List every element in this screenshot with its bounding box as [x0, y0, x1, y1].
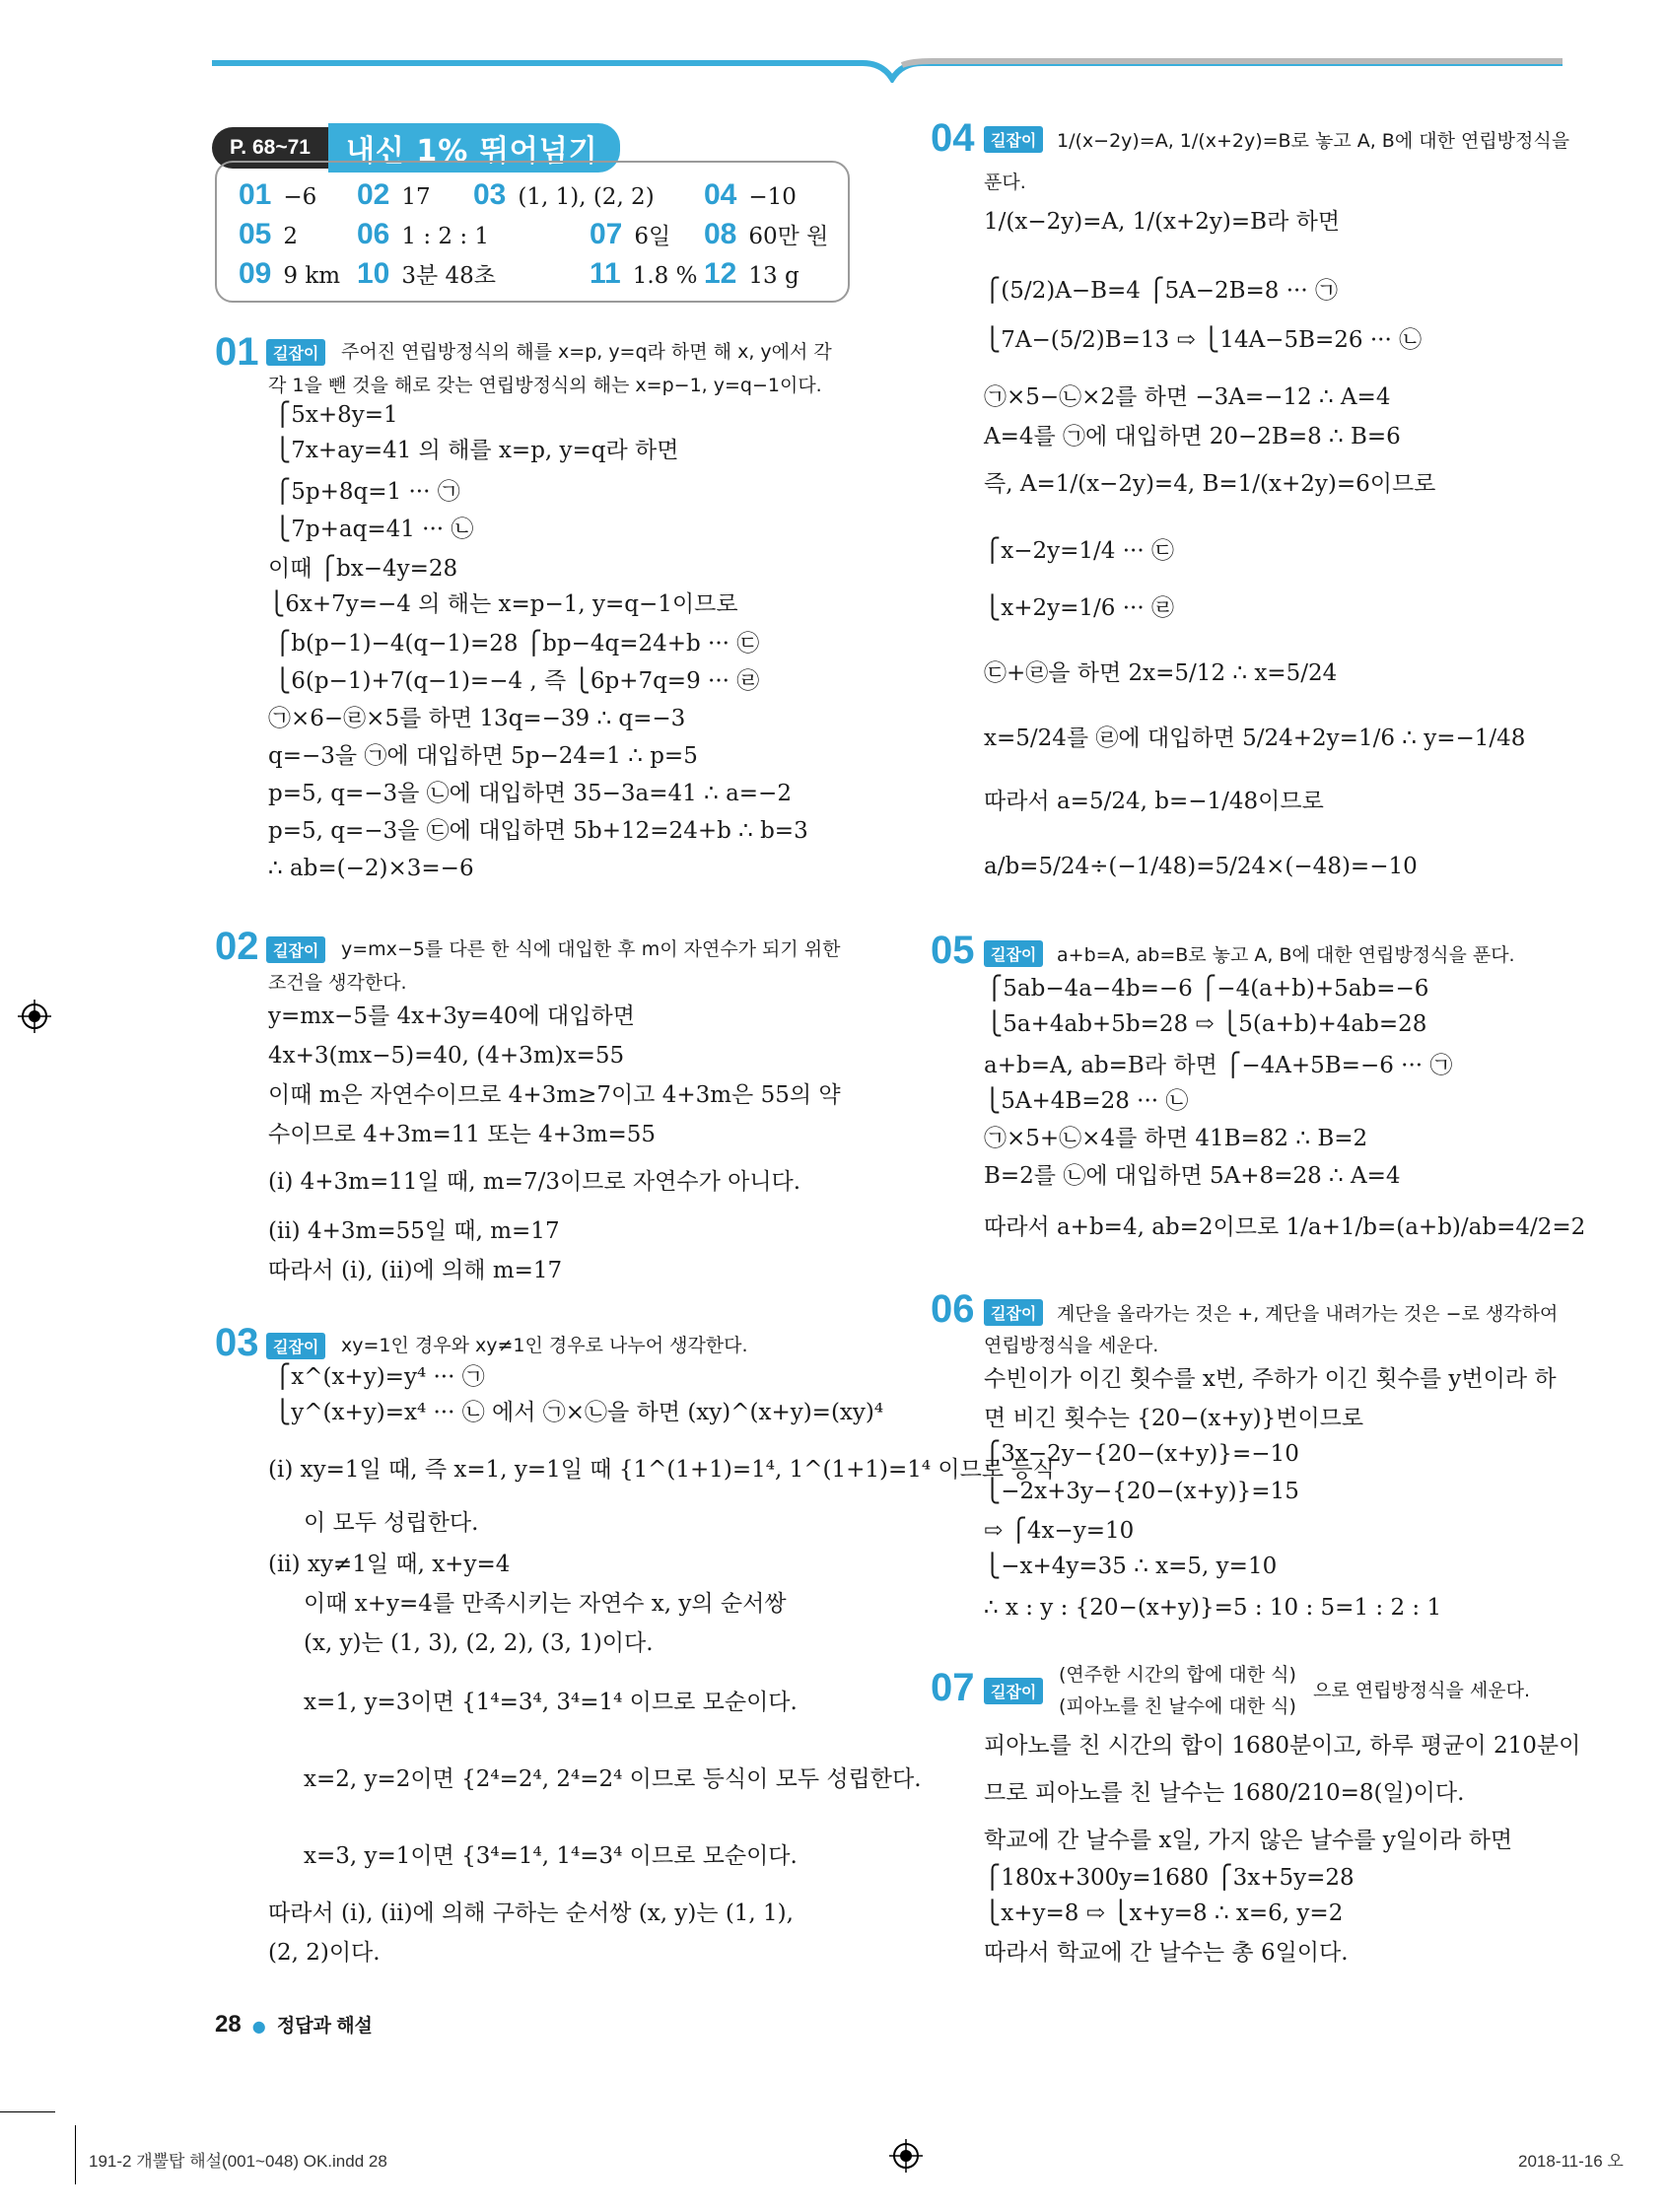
bullet-icon: ●	[251, 2017, 266, 2036]
hint-tag: 길잡이	[984, 1299, 1043, 1326]
header-decoration	[212, 57, 1563, 83]
solution-line: (ii) xy≠1일 때, x+y=4	[268, 1552, 511, 1577]
solution-line: a+b=A, ab=B라 하면 ⎧−4A+5B=−6 ··· ㉠	[984, 1053, 1453, 1078]
hint-text: a+b=A, ab=B로 놓고 A, B에 대한 연립방정식을 푼다.	[1057, 944, 1515, 966]
answer-item: 10 3분 48초	[357, 257, 497, 290]
solution-line: A=4를 ㉠에 대입하면 20−2B=8 ∴ B=6	[984, 424, 1401, 449]
hint-text: (피아노를 친 날수에 대한 식)	[1059, 1695, 1296, 1717]
page-footer	[215, 2011, 373, 2039]
answer-item: 05 2	[239, 218, 299, 250]
solution-line: ⎩y^(x+y)=x⁴ ··· ㉡ 에서 ㉠×㉡을 하면 (xy)^(x+y)=(xy)⁴	[274, 1400, 884, 1425]
hint-tag: 길잡이	[984, 126, 1043, 153]
hint-text: 조건을 생각한다.	[268, 972, 407, 994]
solution-line: 수이므로 4+3m=11 또는 4+3m=55	[268, 1122, 657, 1147]
solution-line: ⎧x^(x+y)=y⁴ ··· ㉠	[274, 1364, 485, 1390]
solution-line: ⎩7x+ay=41 의 해를 x=p, y=q라 하면	[274, 438, 679, 463]
solution-line: x=2, y=2이면 {2⁴=2⁴, 2⁴=2⁴ 이므로 등식이 모두 성립한다.	[304, 1766, 922, 1792]
solution-line: 즉, A=1/(x−2y)=4, B=1/(x+2y)=6이므로	[984, 471, 1436, 497]
page-number: 28	[215, 2011, 242, 2038]
hint-tag: 길잡이	[984, 1678, 1043, 1704]
solution-line: ⎩5a+4ab+5b=28 ⇨ ⎩5(a+b)+4ab=28	[986, 1011, 1427, 1037]
solution-line: p=5, q=−3을 ㉡에 대입하면 35−3a=41 ∴ a=−2	[268, 781, 792, 806]
solution-line: (2, 2)이다.	[268, 1940, 381, 1966]
solution-line: ⎩x+y=8 ⇨ ⎩x+y=8 ∴ x=6, y=2	[984, 1901, 1344, 1926]
question-number: 05	[931, 929, 975, 972]
answer-item: 04 −10	[704, 178, 797, 211]
answer-summary-box	[215, 161, 850, 303]
registration-mark-icon	[18, 1000, 51, 1033]
solution-line: ⎩6x+7y=−4 의 해는 x=p−1, y=q−1이므로	[268, 591, 738, 617]
solution-line: ⎧b(p−1)−4(q−1)=28 ⎧bp−4q=24+b ··· ㉢	[274, 631, 760, 657]
solution-line: 따라서 a=5/24, b=−1/48이므로	[984, 789, 1324, 814]
solution-line: ⎩x+2y=1/6 ··· ㉣	[984, 595, 1174, 621]
solution-line: a/b=5/24÷(−1/48)=5/24×(−48)=−10	[984, 854, 1418, 879]
hint-text: 푼다.	[984, 172, 1026, 193]
solution-line: ⎧(5/2)A−B=4 ⎧5A−2B=8 ··· ㉠	[984, 278, 1338, 304]
hint-text: 각 1을 뺀 것을 해로 갖는 연립방정식의 해는 x=p−1, y=q−1이다.	[268, 375, 822, 396]
solution-line: 따라서 a+b=4, ab=2이므로 1/a+1/b=(a+b)/ab=4/2=2	[984, 1214, 1586, 1240]
solution-line: 면 비긴 횟수는 {20−(x+y)}번이므로	[984, 1406, 1364, 1431]
question-number: 02	[215, 925, 259, 968]
hint-text: y=mx−5를 다른 한 식에 대입한 후 m이 자연수가 되기 위한	[341, 938, 841, 960]
question-number: 03	[215, 1321, 259, 1364]
hint-text: 계단을 올라가는 것은 +, 계단을 내려가는 것은 −로 생각하여	[1057, 1303, 1559, 1325]
hint-tag: 길잡이	[266, 936, 325, 963]
solution-line: ⎧x−2y=1/4 ··· ㉢	[984, 538, 1174, 564]
answer-item: 06 1 : 2 : 1	[357, 218, 490, 250]
solution-line: (i) 4+3m=11일 때, m=7/3이므로 자연수가 아니다.	[268, 1169, 801, 1195]
slug-date: 2018-11-16 오	[1518, 2152, 1624, 2171]
answer-item: 12 13 g	[704, 257, 799, 290]
solution-line: q=−3을 ㉠에 대입하면 5p−24=1 ∴ p=5	[268, 743, 698, 769]
hint-tag: 길잡이	[266, 1333, 325, 1359]
solution-line: ∴ x : y : {20−(x+y)}=5 : 10 : 5=1 : 2 : 1	[984, 1595, 1442, 1621]
solution-line: 학교에 간 날수를 x일, 가지 않은 날수를 y일이라 하면	[984, 1828, 1513, 1853]
section-title: 내신 1% 뛰어넘기	[328, 123, 620, 173]
solution-line: p=5, q=−3을 ㉢에 대입하면 5b+12=24+b ∴ b=3	[268, 818, 808, 844]
hint-text: xy=1인 경우와 xy≠1인 경우로 나누어 생각한다.	[341, 1335, 748, 1356]
solution-line: ㉢+㉣을 하면 2x=5/12 ∴ x=5/24	[984, 660, 1338, 686]
answer-item: 09 9 km	[239, 257, 341, 290]
solution-line: 이때 ⎧bx−4y=28	[268, 556, 458, 582]
solution-line: x=3, y=1이면 {3⁴=1⁴, 1⁴=3⁴ 이므로 모순이다.	[304, 1843, 798, 1869]
crop-mark	[0, 2111, 55, 2112]
question-number: 07	[931, 1666, 975, 1709]
solution-line: 이때 x+y=4를 만족시키는 자연수 x, y의 순서쌍	[304, 1591, 787, 1617]
solution-line: 4x+3(mx−5)=40, (4+3m)x=55	[268, 1043, 625, 1069]
answer-item: 11 1.8 %	[590, 257, 698, 290]
solution-line: (i) xy=1일 때, 즉 x=1, y=1일 때 {1^(1+1)=1⁴, 1^(1+1)=1⁴ 이므로 등식	[268, 1457, 1055, 1483]
hint-tag: 길잡이	[984, 940, 1043, 967]
crop-mark	[75, 2125, 76, 2184]
hint-text: 주어진 연립방정식의 해를 x=p, y=q라 하면 해 x, y에서 각	[341, 341, 832, 363]
answer-item: 02 17	[357, 178, 431, 211]
solution-line: ∴ ab=(−2)×3=−6	[268, 856, 474, 881]
solution-line: y=mx−5를 4x+3y=40에 대입하면	[268, 1003, 635, 1029]
page-range: P. 68~71	[212, 127, 328, 169]
solution-line: 수빈이가 이긴 횟수를 x번, 주하가 이긴 횟수를 y번이라 하	[984, 1366, 1557, 1392]
solution-line: B=2를 ㉡에 대입하면 5A+8=28 ∴ A=4	[984, 1163, 1401, 1189]
registration-mark-icon	[889, 2139, 923, 2173]
solution-line: x=1, y=3이면 {1⁴=3⁴, 3⁴=1⁴ 이므로 모순이다.	[304, 1690, 798, 1715]
solution-line: 따라서 (i), (ii)에 의해 구하는 순서쌍 (x, y)는 (1, 1),	[268, 1901, 794, 1926]
answer-item: 07 6일	[590, 218, 671, 250]
slug-file-info: 191-2 개뿔탑 해설(001~048) OK.indd 28	[89, 2152, 387, 2171]
answer-item: 08 60만 원	[704, 218, 829, 250]
solution-line: ㉠×5−㉡×2를 하면 −3A=−12 ∴ A=4	[984, 384, 1391, 410]
answer-item: 03 (1, 1), (2, 2)	[473, 178, 655, 211]
solution-line: x=5/24를 ㉣에 대입하면 5/24+2y=1/6 ∴ y=−1/48	[984, 726, 1526, 751]
hint-text: 연립방정식을 세운다.	[984, 1335, 1159, 1356]
hint-text: (연주한 시간의 합에 대한 식)	[1059, 1664, 1296, 1686]
solution-line: ⎩7A−(5/2)B=13 ⇨ ⎩14A−5B=26 ··· ㉡	[984, 327, 1423, 353]
hint-tag: 길잡이	[266, 339, 325, 366]
footer-section: 정답과 해설	[276, 2016, 373, 2037]
solution-line: 따라서 학교에 간 날수는 총 6일이다.	[984, 1940, 1349, 1966]
solution-line: ⎩7p+aq=41 ··· ㉡	[274, 517, 474, 542]
solution-line: (ii) 4+3m=55일 때, m=17	[268, 1218, 560, 1244]
solution-line: ⎧5x+8y=1	[274, 402, 398, 428]
question-number: 06	[931, 1287, 975, 1331]
solution-line: ⎧3x−2y−{20−(x+y)}=−10	[984, 1441, 1299, 1467]
solution-line: 따라서 (i), (ii)에 의해 m=17	[268, 1258, 563, 1283]
solution-line: 피아노를 친 시간의 합이 1680분이고, 하루 평균이 210분이	[984, 1733, 1581, 1759]
solution-line: 1/(x−2y)=A, 1/(x+2y)=B라 하면	[984, 209, 1341, 235]
solution-line: ⎩6(p−1)+7(q−1)=−4 , 즉 ⎩6p+7q=9 ··· ㉣	[274, 668, 760, 694]
hint-text: 으로 연립방정식을 세운다.	[1313, 1680, 1531, 1701]
solution-line: ⎧5p+8q=1 ··· ㉠	[274, 479, 460, 505]
solution-line: ⎩5A+4B=28 ··· ㉡	[984, 1088, 1189, 1114]
solution-line: ⎩−x+4y=35 ∴ x=5, y=10	[984, 1554, 1278, 1579]
solution-line: ⎩−2x+3y−{20−(x+y)}=15	[984, 1479, 1299, 1504]
question-number: 01	[215, 330, 259, 374]
solution-line: ㉠×5+㉡×4를 하면 41B=82 ∴ B=2	[984, 1126, 1368, 1151]
solution-line: 이때 m은 자연수이므로 4+3m≥7이고 4+3m은 55의 약	[268, 1082, 841, 1108]
solution-line: 므로 피아노를 친 날수는 1680/210=8(일)이다.	[984, 1780, 1465, 1806]
solution-line: 이 모두 성립한다.	[304, 1510, 479, 1536]
hint-text: 1/(x−2y)=A, 1/(x+2y)=B로 놓고 A, B에 대한 연립방정식을	[1057, 130, 1570, 152]
solution-line: ⎧180x+300y=1680 ⎧3x+5y=28	[984, 1865, 1355, 1891]
solution-line: ㉠×6−㉣×5를 하면 13q=−39 ∴ q=−3	[268, 706, 686, 731]
solution-line: ⎧5ab−4a−4b=−6 ⎧−4(a+b)+5ab=−6	[986, 976, 1429, 1002]
solution-line: ⇨ ⎧4x−y=10	[984, 1518, 1135, 1544]
solution-line: (x, y)는 (1, 3), (2, 2), (3, 1)이다.	[304, 1630, 654, 1656]
answer-item: 01 −6	[239, 178, 317, 211]
question-number: 04	[931, 116, 975, 160]
